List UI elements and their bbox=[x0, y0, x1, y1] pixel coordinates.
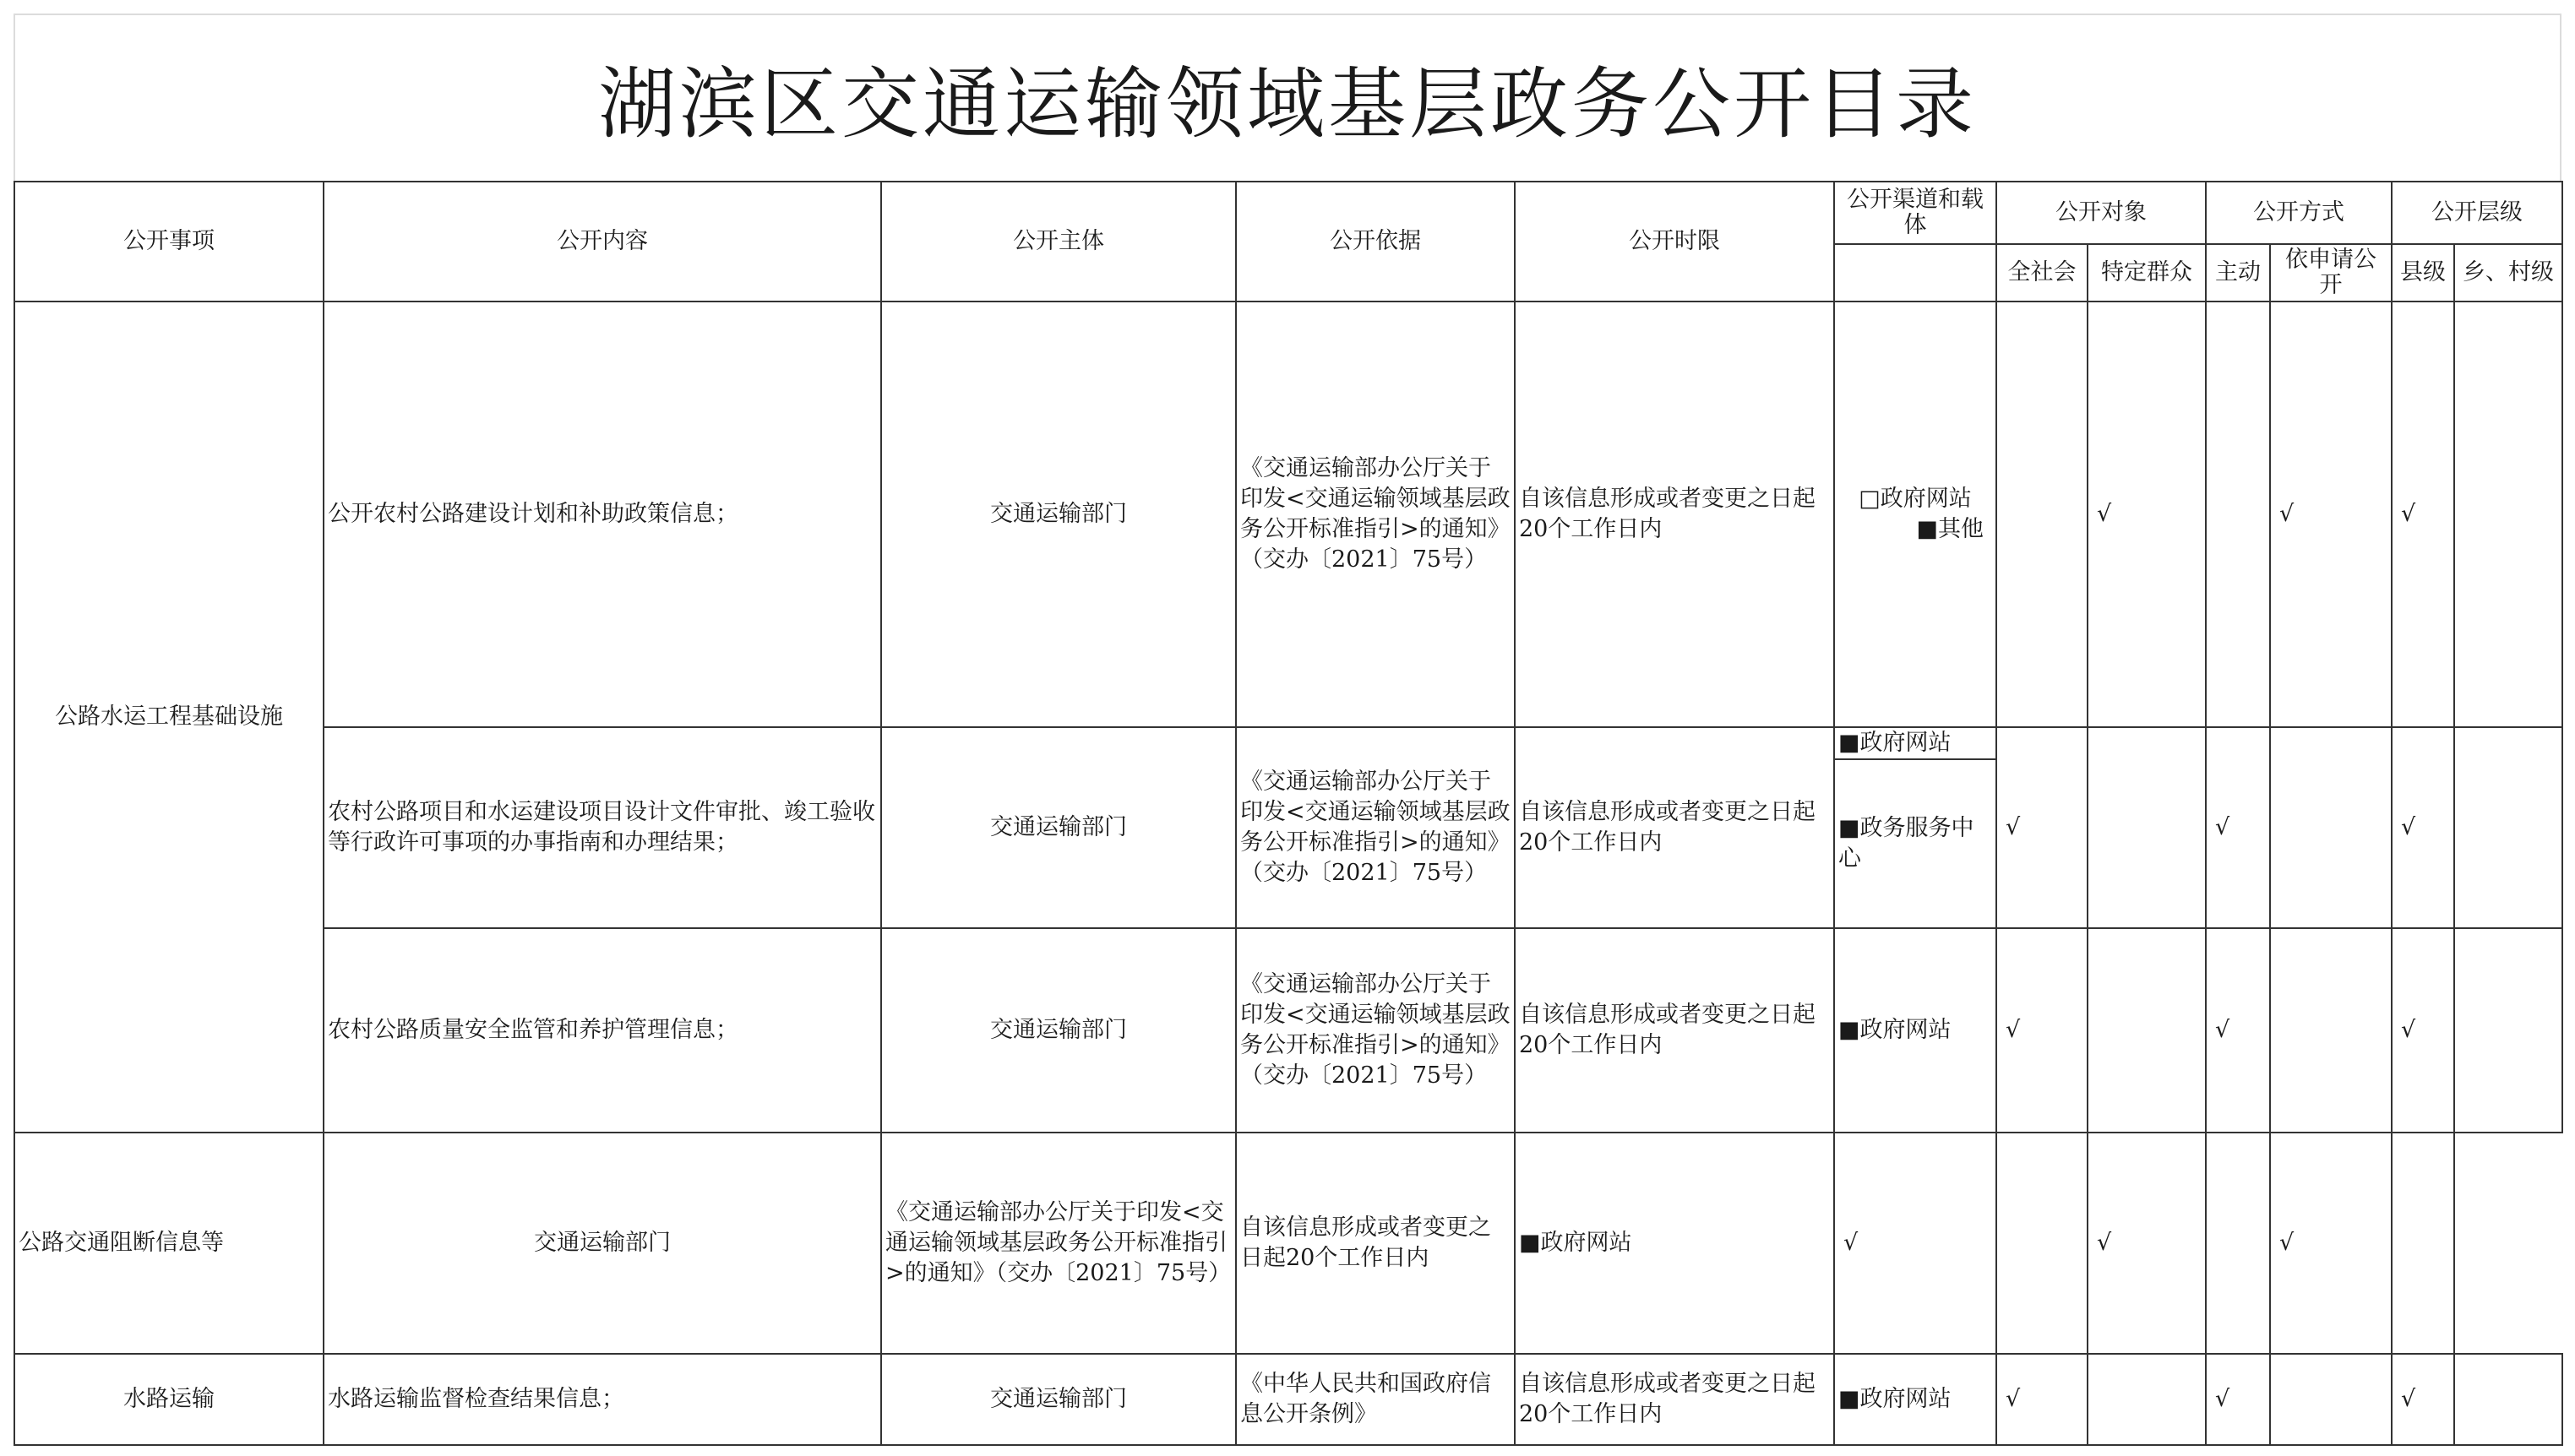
channel-option: ■其他 bbox=[1916, 516, 1984, 542]
header-audience: 公开对象 bbox=[1996, 182, 2206, 244]
audience-specific-cell bbox=[1996, 1133, 2088, 1354]
content-cell: 公路交通阻断信息等 bbox=[14, 1133, 324, 1354]
channel-option: ■政府网站 bbox=[1834, 1354, 1996, 1445]
channel-option: ■政府网站 bbox=[1515, 1133, 1834, 1354]
check-mark: √ bbox=[1996, 928, 2088, 1133]
audience-specific-cell bbox=[2088, 1354, 2206, 1445]
check-mark: √ bbox=[1834, 1133, 1996, 1354]
check-mark: √ bbox=[2088, 302, 2206, 727]
check-mark: √ bbox=[1996, 1354, 2088, 1445]
table-row bbox=[14, 928, 2562, 1133]
header-method-request: 依申请公开 bbox=[2270, 244, 2392, 302]
level-village-cell bbox=[2454, 928, 2562, 1133]
check-mark: √ bbox=[2392, 928, 2454, 1133]
check-mark: √ bbox=[2392, 1354, 2454, 1445]
audience-specific-cell bbox=[2088, 727, 2206, 928]
level-village-cell bbox=[2454, 1354, 2562, 1445]
time-limit-cell: 自该信息形成或者变更之日起20个工作日内 bbox=[1515, 302, 1834, 727]
table-row bbox=[14, 1133, 2562, 1354]
channel-option: ■政府网站 bbox=[1834, 928, 1996, 1133]
check-mark: √ bbox=[2206, 1354, 2270, 1445]
method-request-cell bbox=[2270, 727, 2392, 928]
header-row-1 bbox=[14, 182, 2562, 244]
content-cell: 农村公路项目和水运建设项目设计文件审批、竣工验收等行政许可事项的办事指南和办理结果； bbox=[324, 727, 881, 928]
method-request-cell bbox=[2270, 928, 2392, 1133]
header-method: 公开方式 bbox=[2206, 182, 2392, 244]
channel-option: ■政务服务中心 bbox=[1834, 759, 1996, 928]
channel-option: □政府网站 bbox=[1859, 486, 1972, 512]
time-limit-cell: 自该信息形成或者变更之日起20个工作日内 bbox=[1515, 928, 1834, 1133]
header-time-limit: 公开时限 bbox=[1515, 182, 1834, 302]
subject-cell: 交通运输部门 bbox=[881, 727, 1236, 928]
channel-option: ■政府网站 bbox=[1834, 727, 1996, 759]
basis-cell: 《交通运输部办公厅关于印发<交通运输领域基层政务公开标准指引>的通知》（交办〔2021〕75号） bbox=[881, 1133, 1236, 1354]
time-limit-cell: 自该信息形成或者变更之日起20个工作日内 bbox=[1515, 1354, 1834, 1445]
check-mark: √ bbox=[2392, 727, 2454, 928]
level-village-cell bbox=[2392, 1133, 2454, 1354]
header-content: 公开内容 bbox=[324, 182, 881, 302]
header-item: 公开事项 bbox=[14, 182, 324, 302]
header-channel: 公开渠道和载体 bbox=[1834, 182, 1996, 244]
content-cell: 公开农村公路建设计划和补助政策信息； bbox=[324, 302, 881, 727]
check-mark: √ bbox=[2088, 1133, 2206, 1354]
content-cell: 农村公路质量安全监管和养护管理信息； bbox=[324, 928, 881, 1133]
method-request-cell bbox=[2270, 1354, 2392, 1445]
check-mark: √ bbox=[2392, 302, 2454, 727]
check-mark: √ bbox=[2270, 1133, 2392, 1354]
header-subject: 公开主体 bbox=[881, 182, 1236, 302]
table-row bbox=[14, 302, 2562, 727]
header-level-village: 乡、村级 bbox=[2454, 244, 2562, 302]
time-limit-cell: 自该信息形成或者变更之日起20个工作日内 bbox=[1515, 727, 1834, 928]
content-cell: 水路运输监督检查结果信息； bbox=[324, 1354, 881, 1445]
check-mark: √ bbox=[2206, 928, 2270, 1133]
basis-cell: 《中华人民共和国政府信息公开条例》 bbox=[1236, 1354, 1515, 1445]
item-cell: 水路运输 bbox=[14, 1354, 324, 1445]
audience-specific-cell bbox=[2088, 928, 2206, 1133]
audience-all-cell bbox=[1996, 302, 2088, 727]
page-title: 湖滨区交通运输领域基层政务公开目录 bbox=[597, 59, 1977, 149]
method-request-cell bbox=[2206, 1133, 2270, 1354]
document-sheet bbox=[14, 14, 2561, 1449]
level-village-cell bbox=[2454, 727, 2562, 928]
method-active-cell bbox=[2206, 302, 2270, 727]
check-mark: √ bbox=[1996, 727, 2088, 928]
header-audience-specific: 特定群众 bbox=[2088, 244, 2206, 302]
check-mark: √ bbox=[2270, 302, 2392, 727]
header-level: 公开层级 bbox=[2392, 182, 2562, 244]
header-audience-all: 全社会 bbox=[1996, 244, 2088, 302]
header-method-active: 主动 bbox=[2206, 244, 2270, 302]
level-village-cell bbox=[2454, 302, 2562, 727]
disclosure-table bbox=[14, 181, 2563, 1446]
time-limit-cell: 自该信息形成或者变更之日起20个工作日内 bbox=[1236, 1133, 1515, 1354]
basis-cell: 《交通运输部办公厅关于印发<交通运输领域基层政务公开标准指引>的通知》（交办〔2021〕75号） bbox=[1236, 302, 1515, 727]
basis-cell: 《交通运输部办公厅关于印发<交通运输领域基层政务公开标准指引>的通知》（交办〔2021〕75号） bbox=[1236, 928, 1515, 1133]
subject-cell: 交通运输部门 bbox=[881, 1354, 1236, 1445]
header-level-county: 县级 bbox=[2392, 244, 2454, 302]
table-row bbox=[14, 727, 2562, 759]
header-channel-sub bbox=[1834, 244, 1996, 302]
basis-cell: 《交通运输部办公厅关于印发<交通运输领域基层政务公开标准指引>的通知》（交办〔2021〕75号） bbox=[1236, 727, 1515, 928]
item-cell: 公路水运工程基础设施 bbox=[14, 302, 324, 1133]
channel-cell bbox=[1834, 302, 1996, 727]
table-row bbox=[14, 1354, 2562, 1445]
title-area bbox=[14, 14, 2561, 181]
subject-cell: 交通运输部门 bbox=[881, 928, 1236, 1133]
subject-cell: 交通运输部门 bbox=[324, 1133, 881, 1354]
header-basis: 公开依据 bbox=[1236, 182, 1515, 302]
check-mark: √ bbox=[2206, 727, 2270, 928]
subject-cell: 交通运输部门 bbox=[881, 302, 1236, 727]
